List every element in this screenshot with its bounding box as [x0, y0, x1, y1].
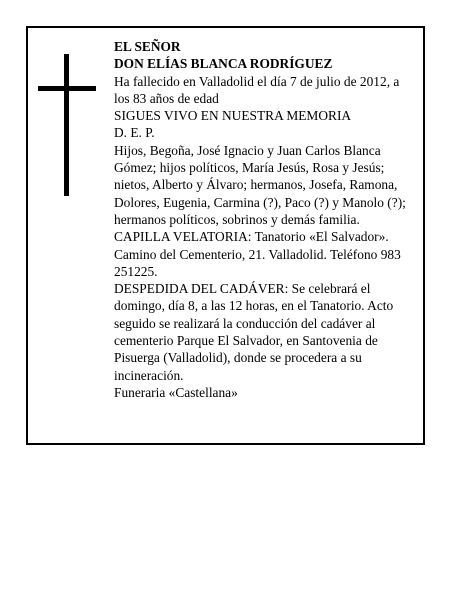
- funeral-home: Funeraria «Castellana»: [114, 384, 238, 400]
- cross-horizontal-bar: [38, 86, 96, 91]
- obituary-text: [114, 38, 414, 401]
- family-list: Hijos, Begoña, José Ignacio y Juan Carlos Blanca Gómez; hijos políticos, María Jesús, Rosa y Jesús; nietos, Alberto y Álvaro; hermanos, Josefa, Ramona, Dolores, Eugenia, Carmina (?), Paco (?) y Manolo (?); hermanos políticos, sobrinos y demás familia.: [114, 142, 406, 227]
- chapel-info: CAPILLA VELATORIA: Tanatorio «El Salvador». Camino del Cementerio, 21. Valladolid. Teléfono 983 251225.: [114, 229, 401, 279]
- death-info: Ha fallecido en Valladolid el día 7 de julio de 2012, a los 83 años de edad: [114, 73, 400, 106]
- deceased-name: DON ELÍAS BLANCA RODRÍGUEZ: [114, 56, 333, 72]
- memory-line: SIGUES VIVO EN NUESTRA MEMORIA: [114, 108, 352, 124]
- farewell-info: DESPEDIDA DEL CADÁVER: Se celebrará el domingo, día 8, a las 12 horas, en el Tanatorio. Acto seguido se realizará la conducción del cadáver al cementerio Parque El Salvador, en Santovenia de Pisuerga (Valladolid), donde se procedera a su incineración.: [114, 281, 394, 383]
- deceased-title: EL SEÑOR: [114, 39, 181, 54]
- latin-cross-icon: [38, 54, 96, 196]
- dep-line: D. E. P.: [114, 125, 155, 141]
- cross-vertical-bar: [64, 54, 69, 196]
